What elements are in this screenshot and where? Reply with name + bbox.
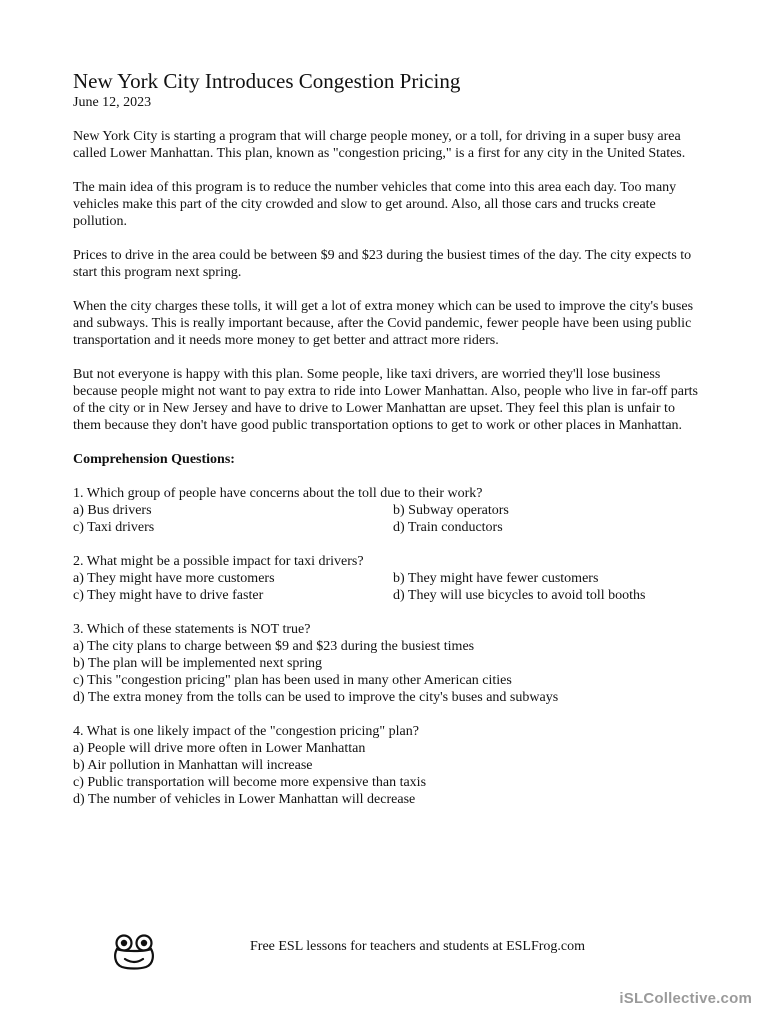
- answer-option: c) Taxi drivers: [73, 520, 155, 535]
- answer-option: b) Subway operators: [393, 503, 509, 518]
- article-paragraph: New York City is starting a program that will charge people money, or a toll, for driving in a super busy area called Lower Manhattan. This plan, known as "congestion pricing," is a first for any city in the United States.: [73, 129, 686, 161]
- answer-option: c) Public transportation will become more expensive than taxis: [73, 775, 427, 790]
- article-paragraph: The main idea of this program is to reduce the number vehicles that come into this area each day. Too many vehicles make this part of the city crowded and slow to get around. Also, all those cars and trucks create pollution.: [73, 180, 677, 229]
- page-footer: [0, 930, 768, 970]
- answer-option: a) The city plans to charge between $9 and $23 during the busiest times: [73, 639, 475, 654]
- answer-option: d) The extra money from the tolls can be used to improve the city's buses and subways: [73, 690, 559, 705]
- answer-option: a) People will drive more often in Lower Manhattan: [73, 741, 366, 756]
- question-3: [73, 621, 698, 706]
- article-paragraph: Prices to drive in the area could be between $9 and $23 during the busiest times of the day. The city expects to start this program next spring.: [73, 248, 692, 280]
- article-title: New York City Introduces Congestion Pricing: [73, 69, 461, 93]
- question-text: 2. What might be a possible impact for taxi drivers?: [73, 554, 364, 569]
- article-paragraph: When the city charges these tolls, it will get a lot of extra money which can be used to improve the city's buses and subways. This is really important because, after the Covid pandemic, fewer people have been using public transportation and it needs more money to get better and attract more riders.: [73, 299, 694, 348]
- footer-text: Free ESL lessons for teachers and students at ESLFrog.com: [250, 939, 586, 954]
- answer-options: [73, 740, 698, 808]
- question-text: 4. What is one likely impact of the "congestion pricing" plan?: [73, 724, 419, 739]
- article-date: June 12, 2023: [73, 95, 152, 110]
- question-2: [73, 553, 698, 604]
- answer-option: d) They will use bicycles to avoid toll booths: [393, 588, 646, 603]
- comprehension-heading: Comprehension Questions:: [73, 452, 235, 467]
- question-text: 3. Which of these statements is NOT true?: [73, 622, 311, 637]
- watermark: iSLCollective.com: [619, 990, 752, 1007]
- answer-option: a) Bus drivers: [73, 503, 152, 518]
- frog-face-icon: [112, 934, 156, 970]
- answer-options: [73, 570, 698, 604]
- answer-option: c) This "congestion pricing" plan has been used in many other American cities: [73, 673, 512, 688]
- question-4: [73, 723, 698, 808]
- answer-option: c) They might have to drive faster: [73, 588, 264, 603]
- answer-option: d) The number of vehicles in Lower Manhattan will decrease: [73, 792, 416, 807]
- answer-option: a) They might have more customers: [73, 571, 275, 586]
- answer-options: [73, 638, 698, 706]
- worksheet: [73, 68, 698, 825]
- answer-option: d) Train conductors: [393, 520, 503, 535]
- answer-option: b) The plan will be implemented next spring: [73, 656, 322, 671]
- answer-option: b) They might have fewer customers: [393, 571, 599, 586]
- article-paragraph: But not everyone is happy with this plan. Some people, like taxi drivers, are worried they'll lose business because people might not want to pay extra to ride into Lower Manhattan. Also, people who live in far-off parts of the city or in New Jersey and have to drive to Lower Manhattan are upset. They feel this plan is unfair to them because they don't have good public transportation options to get to work or other places in Manhattan.: [73, 367, 699, 433]
- answer-option: b) Air pollution in Manhattan will increase: [73, 758, 313, 773]
- question-1: [73, 485, 698, 536]
- question-text: 1. Which group of people have concerns about the toll due to their work?: [73, 486, 483, 501]
- answer-options: [73, 502, 698, 536]
